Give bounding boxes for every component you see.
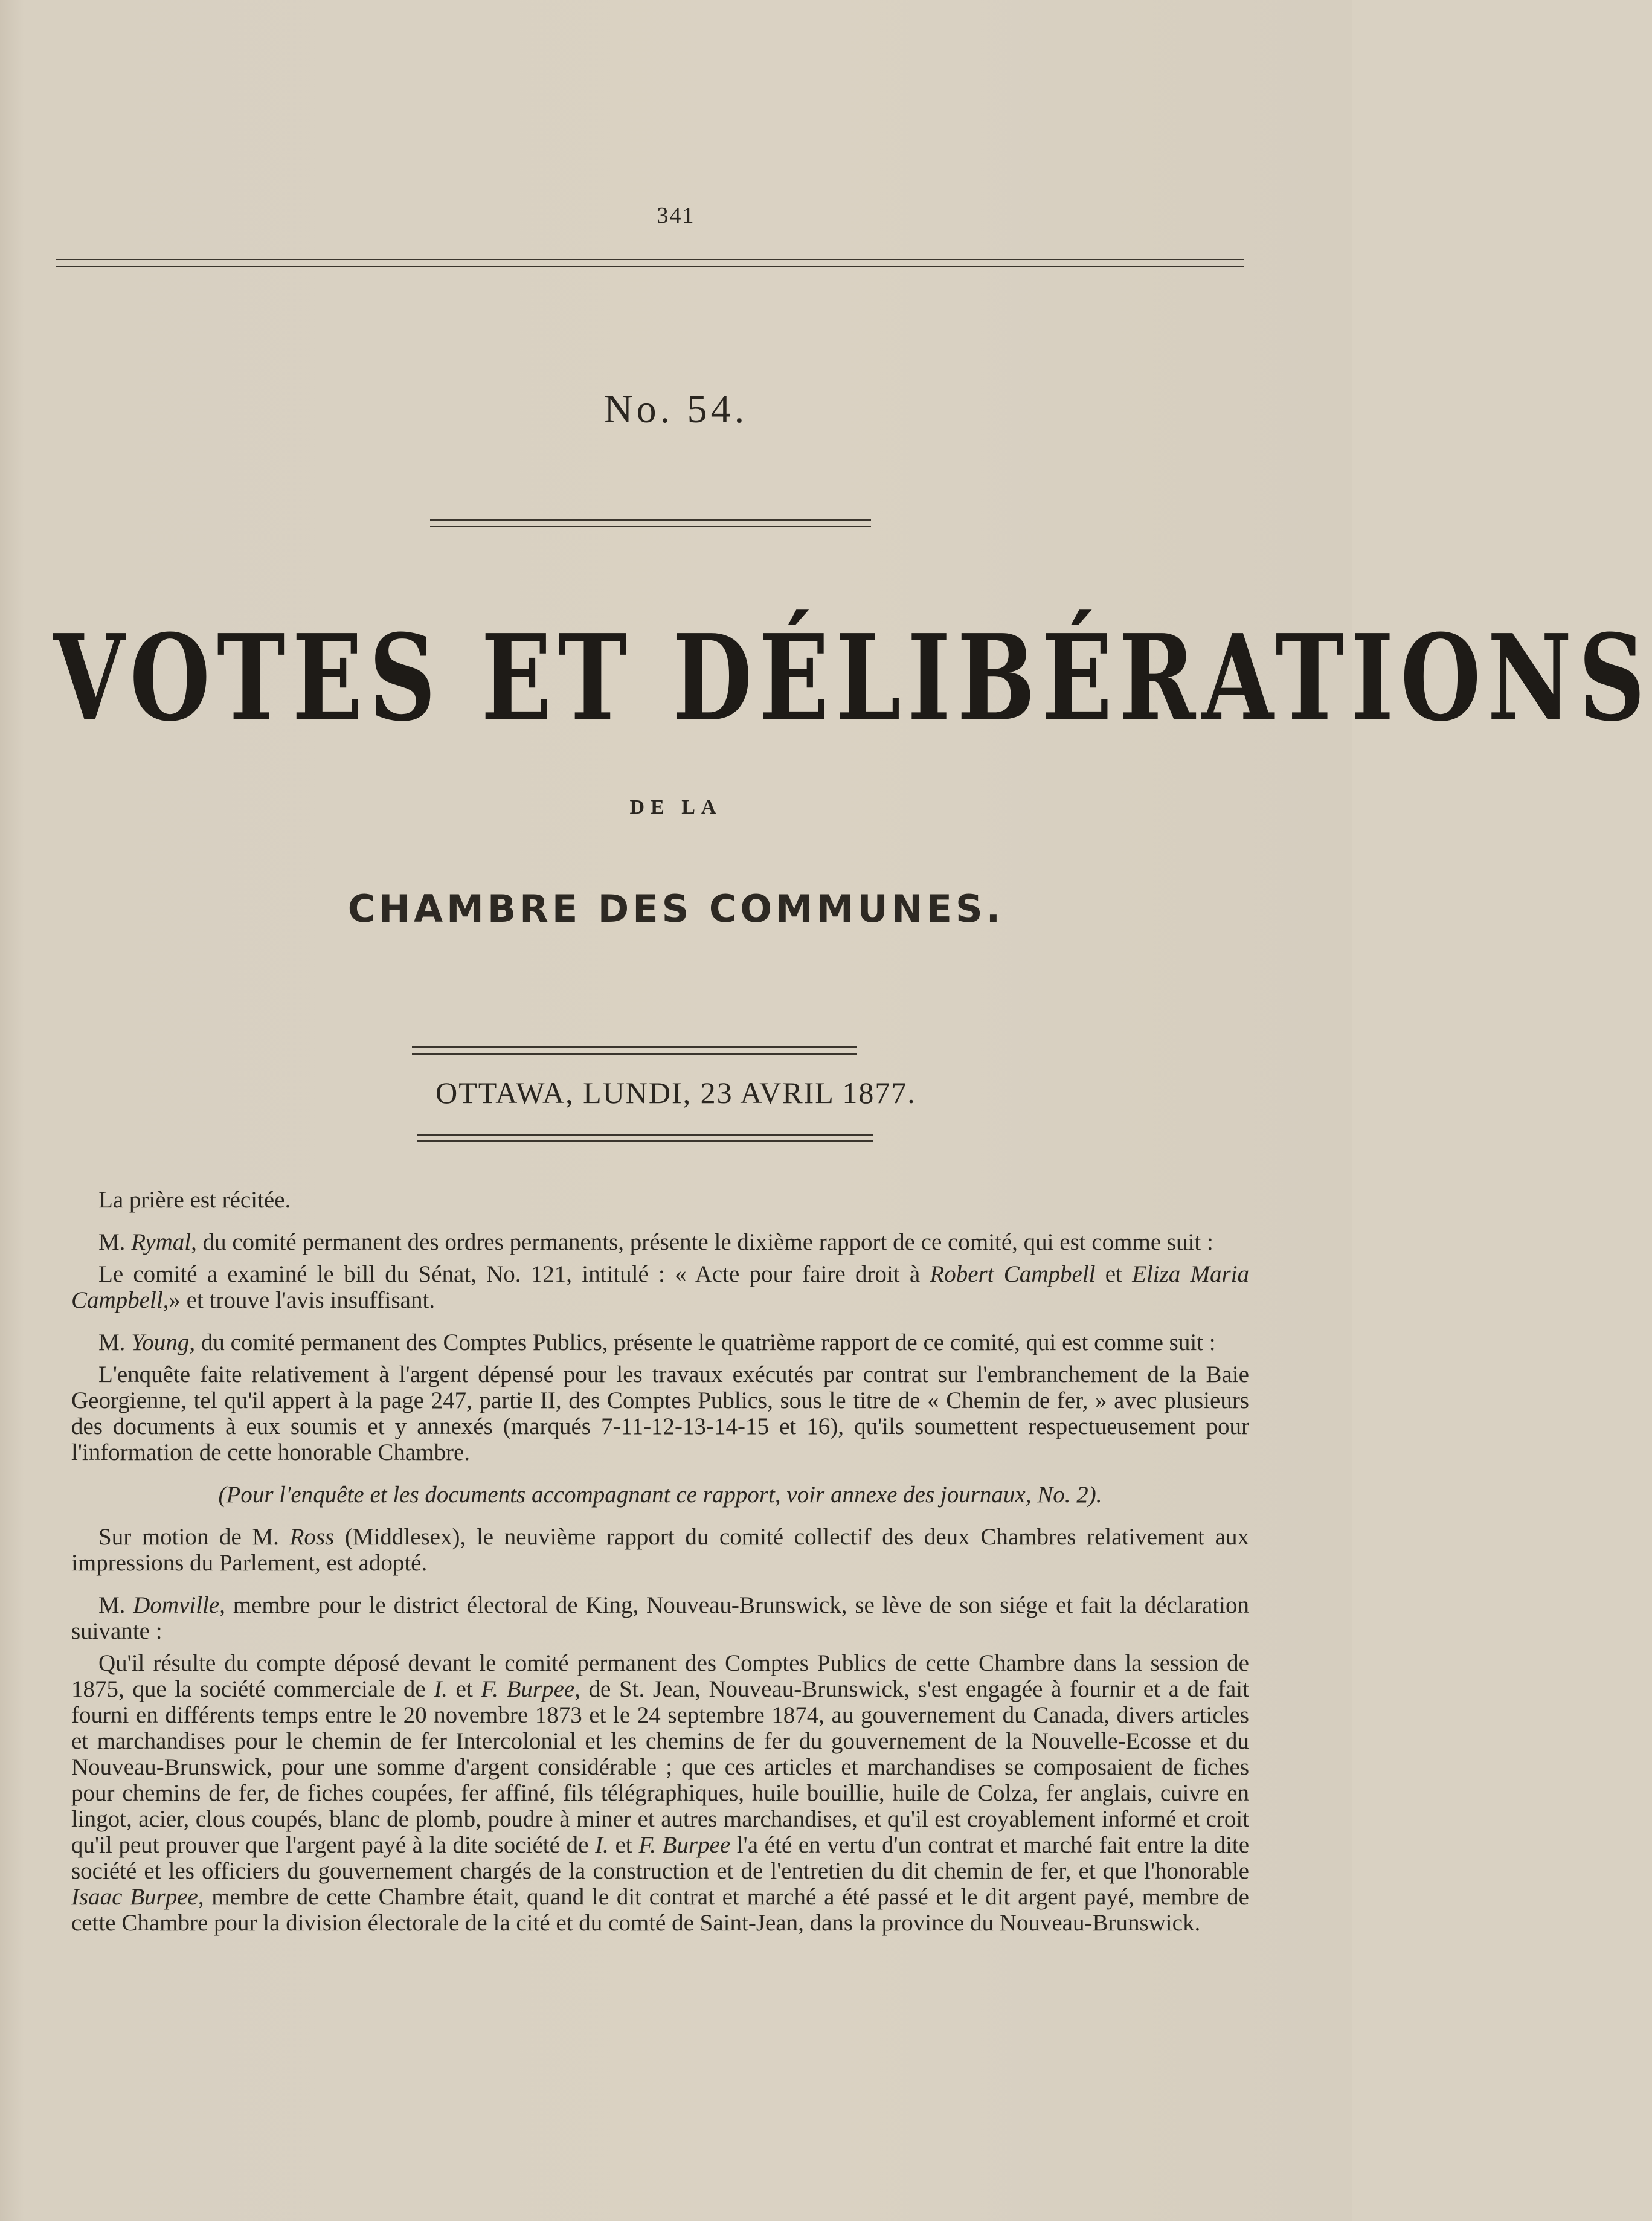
person-name: Eliza Maria Campbell, (71, 1261, 1250, 1313)
person-name: Robert Campbell (930, 1261, 1096, 1287)
chamber-title: CHAMBRE DES COMMUNES. (347, 887, 1004, 931)
member-name: Rymal (131, 1229, 191, 1255)
chamber-rule-top (412, 1046, 857, 1048)
issue-number: No. 54. (603, 387, 748, 431)
paragraph-ross-motion: Sur motion de M. Ross (Middlesex), le neuvième rapport du comité collectif des deux Chambres relativement aux impressions du Parlement, est adopté. (71, 1524, 1249, 1576)
member-name: Ross (289, 1524, 335, 1550)
header-rule-bottom (56, 266, 1244, 267)
paragraph-burpee-contract: Qu'il résulte du compte déposé devant le comité permanent des Comptes Publics de cette Chambre dans la session de 1875, que la société commerciale de I. et F. Burpee, de St. Jean, Nouveau-Brunswick, s'est engagée à fournir et a de fait fourni en différents temps entre le 20 novembre 1873 et le 24 septembre 1874, au gouvernement du Canada, divers articles et marchandises pour le chemin de fer Intercolonial et les chemins de fer du gouvernement de la Nouvelle-Ecosse et du Nouveau-Brunswick, pour une somme d'argent considérable ; que ces articles et marchandises se composaient de fiches pour chemins de fer, de fiches coupées, fer affiné, fils télégraphiques, huile bouillie, huile de Colza, fer anglais, cuivre en lingot, acier, clous coupés, blanc de plomb, poudre à miner et autres marchandises, et qu'il est croyablement informé et croit qu'il peut prouver que l'argent payé à la dite société de I. et F. Burpee l'a été en vertu d'un contrat et marché fait entre la dite société et les officiers du gouvernement chargés de la construction et de l'entretien du dit chemin de fer, et que l'honorable Isaac Burpee, membre de cette Chambre était, quand le dit contrat et marché a été passé et le dit argent payé, membre de cette Chambre pour la division électorale de la cité et du comté de Saint-Jean, dans la province du Nouveau-Brunswick. (71, 1650, 1250, 1936)
paragraph-domville-declaration: M. Domville, membre pour le district électoral de King, Nouveau-Brunswick, se lève de son siége et fait la déclaration suivante : (71, 1592, 1249, 1644)
issue-rule-bottom (430, 526, 871, 527)
paragraph-annex-note: (Pour l'enquête et les documents accompagnant ce rapport, voir annexe des journaux, No. 2). (218, 1482, 1102, 1508)
member-name: Domville (133, 1592, 220, 1618)
dateline-rule-bottom (417, 1140, 873, 1142)
member-name: Young (131, 1329, 190, 1355)
paragraph-prayer: La prière est récitée. (98, 1187, 291, 1213)
journal-body (71, 1187, 1249, 1936)
header-rule-top (56, 259, 1244, 260)
main-title: VOTES ET DÉLIBÉRATIONS (53, 609, 1652, 748)
chamber-rule-bottom (412, 1053, 857, 1055)
paragraph-young-report: M. Young, du comité permanent des Comptes Publics, présente le quatrième rapport de ce comité, qui est comme suit : (98, 1329, 1216, 1355)
paragraph-senate-bill: Le comité a examiné le bill du Sénat, No. 121, intitulé : « Acte pour faire droit à Robert Campbell et Eliza Maria Campbell,» et trouve l'avis insuffisant. (71, 1261, 1250, 1313)
page-number: 341 (657, 203, 695, 228)
paragraph-rymal-report: M. Rymal, du comité permanent des ordres permanents, présente le dixième rapport de ce comité, qui est comme suit : (98, 1229, 1213, 1255)
dateline: OTTAWA, LUNDI, 23 AVRIL 1877. (435, 1076, 916, 1110)
title-connector: DE LA (629, 796, 722, 818)
dateline-rule-top (417, 1134, 873, 1136)
paragraph-inquiry: L'enquête faite relativement à l'argent dépensé pour les travaux exécutés par contrat sur l'embranchement de la Baie Georgienne, tel qu'il appert à la page 247, partie II, des Comptes Publics, sous le titre de « Chemin de fer, » avec plusieurs des documents à eux soumis et y annexés (marqués 7-11-12-13-14-15 et 16), qu'ils soumettent respectueusement pour l'information de cette honorable Chambre. (71, 1361, 1249, 1465)
issue-rule-top (430, 519, 871, 521)
